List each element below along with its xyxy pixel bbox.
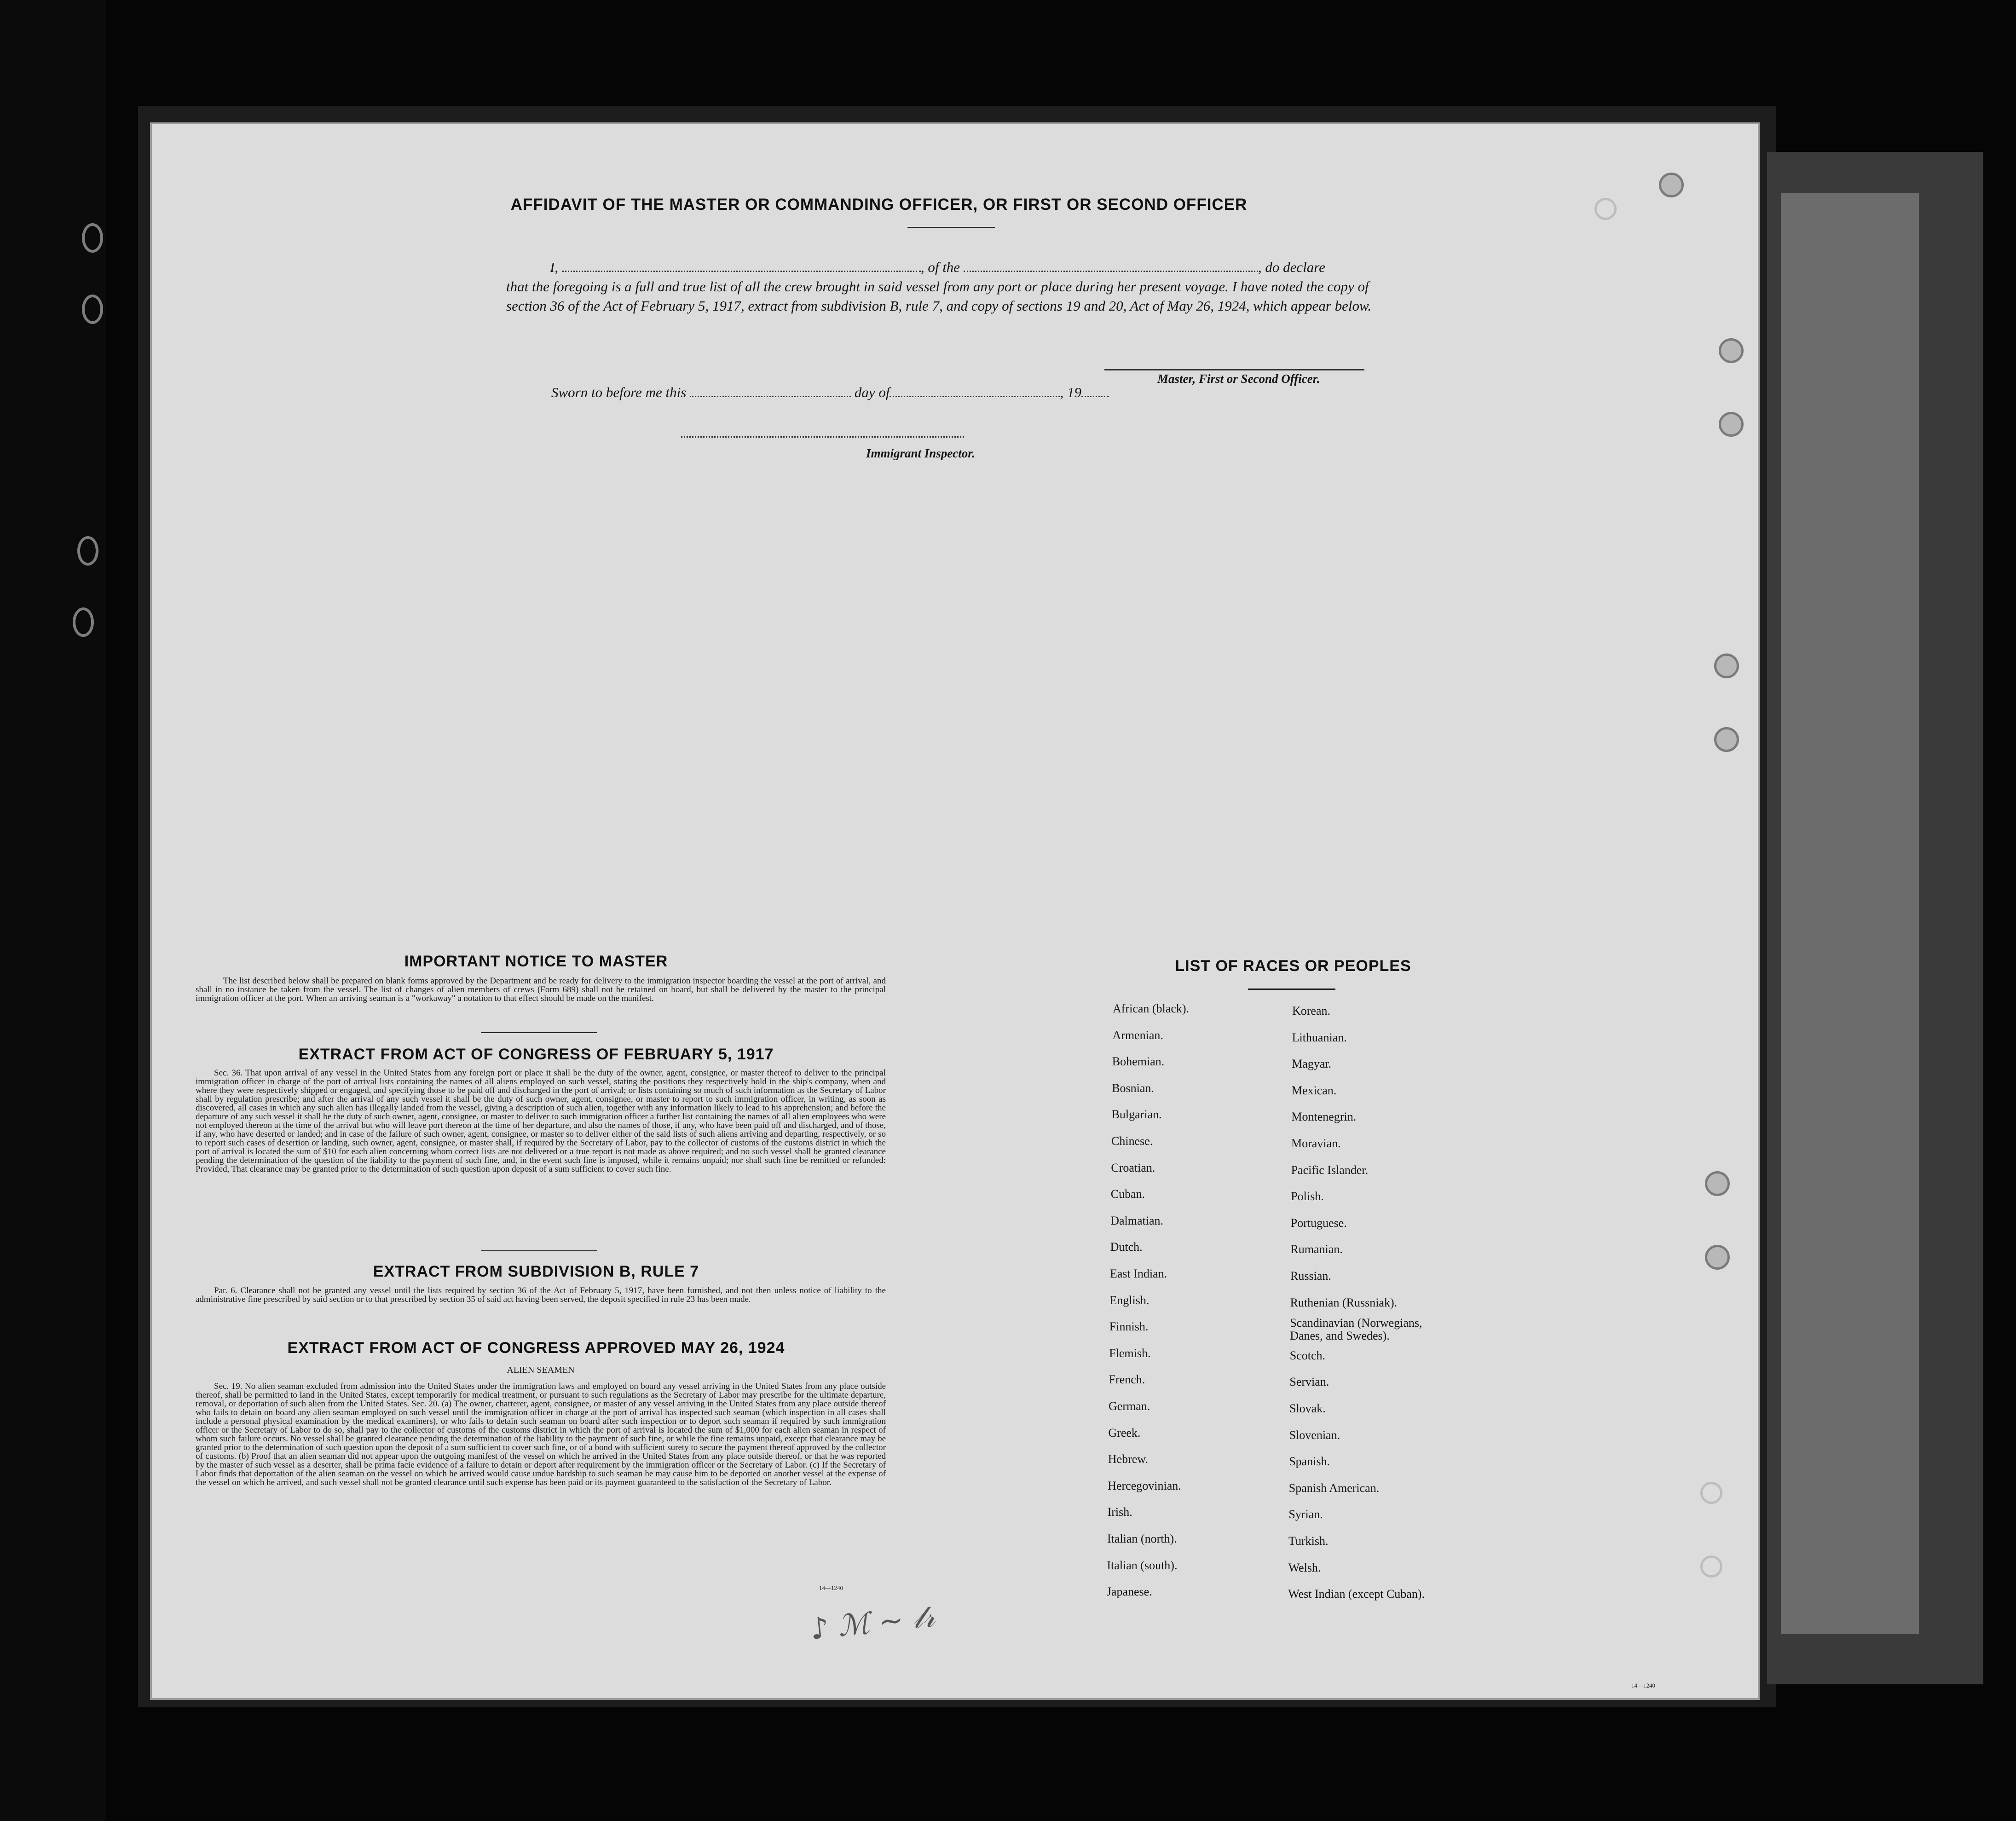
rivet [1705, 1245, 1730, 1270]
race-item: Korean. [1292, 1004, 1331, 1017]
race-item: Slovenian. [1289, 1428, 1340, 1442]
race-item: Montenegrin. [1291, 1110, 1357, 1124]
race-item: Hercegovinian. [1108, 1479, 1181, 1492]
form-number: 14—1240 [819, 1584, 843, 1591]
rivet [1659, 173, 1684, 197]
race-item: Bohemian. [1112, 1055, 1165, 1069]
race-item: Spanish American. [1288, 1481, 1380, 1495]
day-of-text: day of [854, 384, 890, 400]
race-item: Italian (south). [1107, 1558, 1178, 1572]
affidavit-body: that the foregoing is a full and true list of all the crew brought in said vessel from any port or place during her present voyage. I have noted the copy of section 36 of the Act of February 5, 1917, extract from subdivision B, rule 7, and copy of sections 19 and 20, Act of May 26, 1924, which appear below. [506, 278, 1372, 314]
race-item: West Indian (except Cuban). [1288, 1587, 1425, 1601]
vessel-blank[interactable] [964, 260, 1258, 272]
race-item: Hebrew. [1108, 1452, 1148, 1466]
race-item: Armenian. [1112, 1028, 1163, 1042]
race-item: East Indian. [1110, 1267, 1167, 1280]
underlying-page [1781, 193, 1919, 1634]
race-item: Magyar. [1292, 1057, 1332, 1071]
punch-hole [1594, 198, 1617, 220]
inspector-signature-line[interactable] [681, 435, 964, 438]
race-item: Bosnian. [1112, 1081, 1154, 1095]
sworn-line [551, 384, 1109, 401]
race-item: French. [1109, 1373, 1145, 1387]
binder-strip [0, 0, 106, 1821]
race-item: German. [1109, 1399, 1150, 1413]
race-item: Greek. [1108, 1426, 1141, 1439]
binder-hole [82, 223, 103, 253]
race-item: Turkish. [1288, 1534, 1329, 1548]
race-item: Portuguese. [1290, 1216, 1347, 1230]
race-item: Moravian. [1291, 1137, 1341, 1150]
extract-1924-text: Sec. 19. No alien seaman excluded from admission into the United States under the immigration laws and employed on board any vessel arriving in the United States from any place outside thereof, shall be permitted to land in the United States, except temporarily for medical treatment, or pursuant to such regulations as the Secretary of Labor may prescribe for the ultimate departure, removal, or deportation of such alien from the United States. Sec. 20. (a) The owner, charterer, agent, consignee, or master of any vessel arriving in the United States from any place outside thereof who fails to detain on board any alien seaman employed on such vessel until the immigration officer in charge at the port of arrival has inspected such seaman (which inspection in all cases shall include a personal physical examination by the medical examiners), or who fails to detain such seaman on board after such inspection or to deport such seaman if required by such immigration officer or the Secretary of Labor to do so, shall pay to the collector of customs of the customs district in which the port of arrival is located the sum of $1,000 for each alien seaman in respect of whom such failure occurs. No vessel shall be granted clearance pending the determination of the liability to the payment of such fine, or while the fine remains unpaid, except that clearance may be granted prior to the determination of such question upon the deposit of a sum sufficient to cover such fine, or of a bond with sufficient surety to secure the payment thereof approved by the collector of customs. (b) Proof that an alien seaman did not appear upon the outgoing manifest of the vessel on which he arrived in the United States from any place outside thereof, or that he was reported by the master of such vessel as a deserter, shall be prima facie evidence of a failure to detain or deport after requirement by the immigration officer or the Secretary of Labor. (c) If the Secretary of Labor finds that deportation of the alien seaman on the vessel on which he arrived would cause undue hardship to such seaman he may cause him to be deported on another vessel at the expense of the vessel on which he arrived, and such vessel shall not be granted clearance until such expense has been paid or its payment guaranteed to the satisfaction of the Secretary of Labor. [196, 1382, 886, 1487]
race-item: Finnish. [1109, 1320, 1149, 1334]
divider [481, 1250, 597, 1251]
divider [481, 1032, 597, 1033]
race-item: Slovak. [1289, 1402, 1326, 1415]
races-divider [1248, 989, 1335, 990]
race-item: Croatian. [1111, 1161, 1155, 1174]
notice-text: The list described below shall be prepared on blank forms approved by the Department and be ready for delivery to the immigration inspector boarding the vessel at the port of arrival, and shall in no instance be taken from the vessel. The list of changes of alien members of crews (Form 689) shall not be retained on board, but shall be delivered by the master to the principal immigration officer at the port. When an arriving seaman is a "workaway" a notation to that effect should be made on the manifest. [196, 976, 886, 1003]
rivet [1705, 1171, 1730, 1196]
affidavit-i: I, [550, 259, 559, 275]
sworn-month-blank[interactable] [890, 385, 1060, 397]
affidavit-title: AFFIDAVIT OF THE MASTER OR COMMANDING OFFICER, OR FIRST OR SECOND OFFICER [510, 196, 1248, 214]
race-item: Mexican. [1291, 1083, 1337, 1097]
race-item: Russian. [1290, 1269, 1331, 1283]
race-item: Japanese. [1106, 1585, 1152, 1599]
notice-title: IMPORTANT NOTICE TO MASTER [404, 953, 668, 970]
race-item: Lithuanian. [1292, 1030, 1347, 1044]
master-caption: Master, First or Second Officer. [1157, 372, 1320, 386]
affidavit-text [506, 258, 1394, 316]
race-item: English. [1109, 1293, 1150, 1307]
race-item: Ruthenian (Russniak). [1290, 1295, 1398, 1309]
binder-hole [73, 607, 94, 637]
year-prefix: , 19 [1060, 384, 1081, 400]
race-item: African (black). [1113, 1002, 1190, 1015]
punch-hole [1700, 1555, 1722, 1578]
subdivision-title: EXTRACT FROM SUBDIVISION B, RULE 7 [373, 1263, 699, 1280]
race-item: Pacific Islander. [1291, 1163, 1369, 1177]
race-item: Polish. [1291, 1190, 1324, 1203]
inspector-caption: Immigrant Inspector. [866, 446, 976, 460]
race-item: Syrian. [1288, 1508, 1323, 1521]
race-item: Italian (north). [1107, 1532, 1177, 1545]
master-signature-line[interactable] [1104, 369, 1364, 370]
rivet [1719, 338, 1744, 363]
race-item: Welsh. [1288, 1561, 1321, 1574]
extract-1924-subtitle: ALIEN SEAMEN [507, 1365, 575, 1375]
rivet [1714, 727, 1739, 752]
extract-1917-title: EXTRACT FROM ACT OF CONGRESS OF FEBRUARY 5, 1917 [298, 1046, 774, 1063]
extract-1917-text: Sec. 36. That upon arrival of any vessel in the United States from any foreign port or place it shall be the duty of the owner, agent, consignee, or master thereof to deliver to the principal immigration officer in charge of the port of arrival lists containing the names of all aliens employed on such vessel, stating the positions they respectively hold in the ship's company, when and where they were respectively shipped or engaged, and specifying those to be paid off and discharged in the port of arrival; or lists containing so much of such information as the Secretary of Labor shall by regulation prescribe; and after the arrival of any such vessel it shall be the duty of such owner, agent, consignee, or master to report to such immigration officer, in writing, as soon as discovered, all cases in which any such alien has illegally landed from the vessel, giving a description of such alien, together with any information likely to lead to his apprehension; and before the departure of any such vessel it shall be the duty of such owner, agent, consignee, or master to deliver to such immigration officer a further list containing the names of all alien employees who were not employed thereon at the time of the arrival but who will leave port thereon at the time of her departure, and also the names of those, if any, who have been paid off and discharged, and of those, if any, who have deserted or landed; and in case of the failure of such owner, agent, consignee, or master so to deliver either of the said lists of such aliens arriving and departing, respectively, or so to report such cases of desertion or landing, such owner, agent, consignee, or master shall, if required by the Secretary of Labor, pay to the collector of customs of the customs district in which the port of arrival is located the sum of $10 for each alien concerning whom correct lists are not delivered or a true report is not made as above required; and no such vessel shall be granted clearance pending the determination of the question of the liability to the payment of such fine, and, in the event such fine is imposed, while it remains unpaid; nor shall such fine be remitted or refunded: Provided, That clearance may be granted prior to the determination of such question upon deposit of a sum sufficient to cover such fine. [196, 1068, 886, 1174]
race-item: Flemish. [1109, 1346, 1151, 1360]
race-item: Bulgarian. [1111, 1108, 1162, 1122]
race-item: Spanish. [1289, 1455, 1330, 1468]
subdivision-text: Par. 6. Clearance shall not be granted any vessel until the lists required by section 36 of the Act of February 5, 1917, have been furnished, and not then unless notice of liability to the administrative fine prescribed by said section or to that prescribed by section 35 of said act having been served, the deposit specified in rule 23 has been made. [196, 1286, 886, 1304]
races-title: LIST OF RACES OR PEOPLES [1175, 957, 1411, 975]
race-item: Chinese. [1111, 1134, 1153, 1148]
race-item: Dalmatian. [1110, 1214, 1163, 1227]
race-item: Irish. [1107, 1505, 1132, 1519]
affidavit-declare: , do declare [1258, 259, 1325, 275]
punch-hole [1700, 1482, 1722, 1504]
race-item: Dutch. [1110, 1240, 1143, 1254]
race-item: Rumanian. [1290, 1243, 1343, 1256]
handwritten-mark: ♪ ℳ ~ 𝓁𝓇 [808, 1599, 936, 1647]
rivet [1719, 412, 1744, 437]
race-item: Scotch. [1289, 1348, 1326, 1362]
form-number: 14—1240 [1631, 1682, 1655, 1689]
name-blank[interactable] [562, 260, 921, 272]
sworn-year-blank[interactable] [1081, 385, 1109, 397]
race-item: Scandinavian (Norwegians, Danes, and Swedes). [1290, 1316, 1422, 1343]
race-item: Cuban. [1110, 1187, 1145, 1201]
affidavit-of-the: , of the [920, 259, 960, 275]
extract-1924-title: EXTRACT FROM ACT OF CONGRESS APPROVED MAY 26, 1924 [287, 1339, 785, 1357]
binder-hole [82, 295, 103, 324]
affidavit-first-line [506, 258, 1394, 277]
sworn-day-blank[interactable] [690, 385, 851, 397]
race-item: Servian. [1289, 1375, 1329, 1389]
binder-hole [77, 536, 98, 566]
rivet [1714, 653, 1739, 678]
title-divider [907, 227, 995, 228]
sworn-text: Sworn to before me this [551, 384, 687, 400]
